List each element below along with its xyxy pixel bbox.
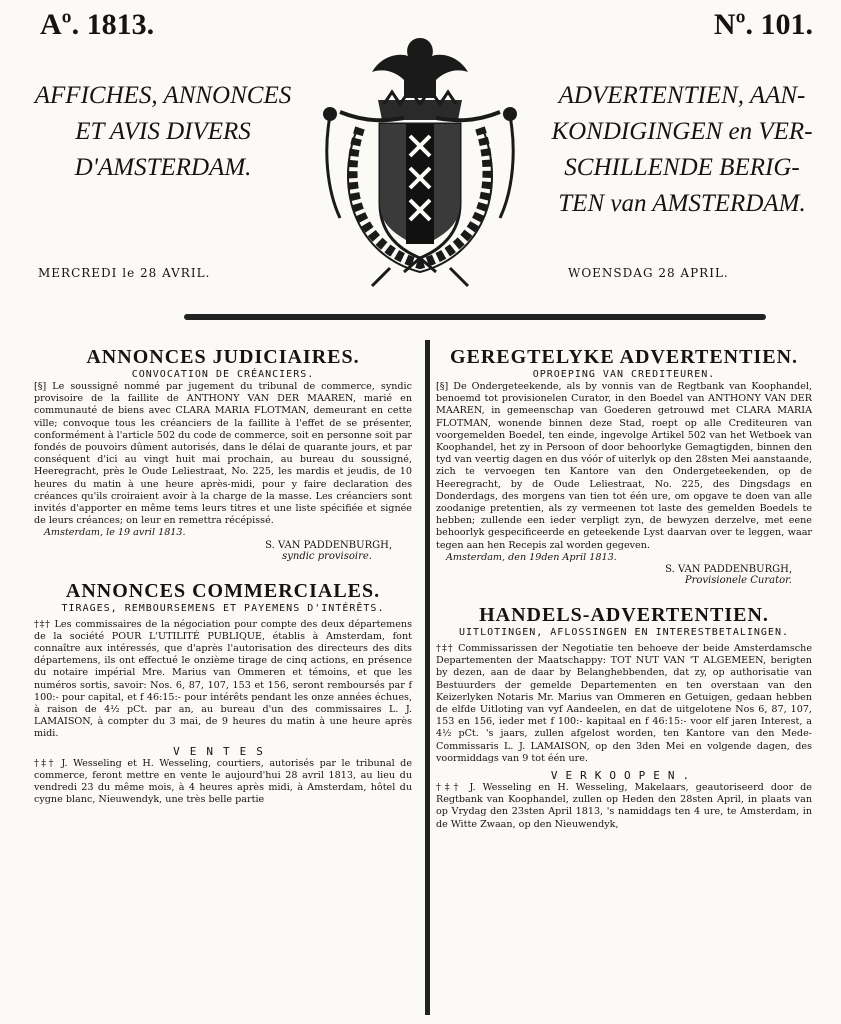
dutch-title-line: ADVERTENTIEN, AAN- — [558, 82, 806, 109]
section-subtitle-creditors: OPROEPING VAN CREDITEUREN. — [532, 369, 716, 380]
dutch-title — [540, 78, 824, 222]
section-subtitle-drawings: TIRAGES, REMBOURSEMENS ET PAYEMENS D'INTÉRÊTS. — [61, 602, 385, 614]
notice-place-date: Amsterdam, den 19den April 1813. — [446, 551, 617, 563]
masthead-divider — [184, 314, 766, 320]
date-french: MERCREDI le 28 AVRIL. — [38, 266, 211, 280]
dutch-title-line: SCHILLENDE BERIG- — [564, 154, 800, 181]
date-dutch: WOENSDAG 28 APRIL. — [568, 266, 729, 280]
french-title-line: AFFICHES, ANNONCES — [34, 82, 292, 109]
notice-body: [§] De Ondergeteekende, als by vonnis van de Regtbank van Koophandel, benoemd tot provisionelen Curator, in den Boedel van ANTHONY VAN DER MAAREN, in gemeenschap van Goederen getrouwd met CLARA MARIA FLOTMAN, wonende binnen deze Stad, roept op alle Crediteuren van voorgemelden Boedel, ten einde, ingevolge Artikel 502 van het Wetboek van Koophandel, het zy in Persoon of door behoorlyke Gemagtigden, binnen den tyd van veertig dagen en dus vóór of uiterlyk op den 28sten Mei aanstaande, zich te vervoegen ten Kantore van den Ondergeteekenden, op de Heeregracht, by de Oude Leliestraat, No. 225, des Dingsdags en Donderdags, des morgens van tien tot één ure, om opgave te doen van alle zoodanige pretentien, als zy vermeenen tot laste des gemelden Boedels te hebben; zullende een ieder verpligt zyn, de bewyzen derzelve, met eene behoorlyk gespecificeerde en geteekende Lyst daarvan over te leggen, waar tegen aan hen Recepis zal worden gegeven. — [436, 381, 812, 551]
notice-place-date: Amsterdam, le 19 avril 1813. — [44, 527, 186, 539]
notice-body: [§] Le soussigné nommé par jugement du tribunal de commerce, syndic provisoire de la faillite de ANTHONY VAN DER MAAREN, marié en communauté de biens avec CLARA MARIA FLOTMAN, demeurant en cette ville; convoque tous les créanciers de la faillite à l'effet de se présenter, conformément à l'article 502 du code de commerce, soit en personne soit par fondés de pouvoirs dûment autorisés, dans le délai de quarante jours, et par conséquent d'ici au vingt huit mai prochain, au bureau du soussigné, Heeregracht, près le Oude Leliestraat, No. 225, les mardis et jeudis, de 10 heures du matin à une heure après-midi, pour y faire declaration des créances qu'ils croiraient avoir à la charge de la masse. Les créanciers sont invités d'apporter en même tems leurs titres et une liste spécifiée et signée de leurs créances; on leur en remettra récépissé. — [34, 381, 413, 527]
notice-signature-role: Provisionele Curator. — [684, 575, 792, 587]
notice-signature-role: syndic provisoire. — [282, 550, 372, 562]
section-title-sales: VENTES — [173, 744, 273, 758]
section-title-commercial: ANNONCES COMMERCIALES. — [65, 579, 381, 602]
dutch-column — [436, 346, 812, 831]
section-title-commercial: HANDELS-ADVERTENTIEN. — [479, 604, 769, 627]
notice-signature: S. VAN PADDENBURGH, — [265, 539, 392, 551]
dutch-title-line: KONDIGINGEN en VER- — [551, 118, 813, 145]
section-title-judicial: GEREGTELYKE ADVERTENTIEN. — [449, 346, 799, 368]
notice-body: †‡† Commissarissen der Negotiatie ten behoeve der beide Amsterdamsche Departementen der Maatschappy: TOT NUT VAN 'T ALGEMEEN, berigten by dezen, aan de daar by Belanghebbenden, dat zy, op authorisatie van Bestuurders der gemelde Departementen en ten overstaan van den Keizerlyken Notaris Mr. Marius van Ommeren en Getuigen, gedaan hebben de elfde Uitloting van vyf Aandeelen, en dat de uitgelotene Nos 6, 87, 107, 153 en 156, ieder met f 100:- kapitaal en f 46:15:- voor elf jaren Interest, a 4½ pCt. 's jaars, zullen afgelost worden, ten Kantore van den Mede-Commissaris L. J. LAMAISON, op den 3den Mei en volgende dagen, des voormiddags van 9 tot één ure. — [436, 643, 812, 764]
french-column — [34, 346, 412, 806]
issue-number: Nº. 101. — [713, 8, 813, 41]
french-title-line: ET AVIS DIVERS — [75, 118, 251, 145]
year-label: Aº. 1813. — [40, 8, 155, 41]
amsterdam-coat-of-arms-emblem — [300, 28, 540, 290]
french-title-line: D'AMSTERDAM. — [74, 154, 252, 181]
notice-body: †‡† J. Wesseling et H. Wesseling, courtiers, autorisés par le tribunal de commerce, feront mettre en vente le aujourd'hui 28 avril 1813, au lieu du vendredi 23 du même mois, à 4 heures après midi, à Amsterdam, hôtel du cygne blanc, Nieuwendyk, une très belle partie — [34, 757, 412, 806]
french-title — [28, 78, 298, 186]
section-subtitle-drawings: UITLOTINGEN, AFLOSSINGEN EN INTERESTBETALINGEN. — [459, 627, 789, 639]
section-title-judicial: ANNONCES JUDICIAIRES. — [86, 346, 360, 368]
notice-signature: S. VAN PADDENBURGH, — [665, 564, 792, 576]
dutch-title-line: TEN van AMSTERDAM. — [558, 190, 806, 217]
notice-body: †‡† Les commissaires de la négociation pour compte des deux départemens de la société POUR L'UTILITÉ PUBLIQUE, établis à Amsterdam, font connaître aux intéressés, que d'après l'autorisation des directeurs des dits départemens, ils ont effectué le onzième tirage de cinq actions, en présence du notaire impérial Mre. Marius van Ommeren et témoins, et que les numéros sortis, savoir: Nos. 6, 87, 107, 153 et 156, seront remboursés par f 100:- pour capital, et f 46:15:- pour intérêts pendant les onze années échues, à raison de 4½ pCt. par an, au bureau d'un des commissaires L. J. LAMAISON, à compter du 3 mai, de 9 heures du matin à une heure après midi. — [34, 618, 412, 740]
notice-body: †‡† J. Wesseling en H. Wesseling, Makelaars, geautoriseerd door de Regtbank van Koophandel, zullen op Heden den 28sten April, in plaats van op Vrydag den 23sten April 1813, 's namiddags ten 4 ure, te Amsterdam, in de Witte Zwaan, op den Nieuwendyk, — [436, 782, 812, 830]
section-title-sales: VERKOOPEN. — [550, 769, 698, 783]
column-divider — [425, 340, 430, 1015]
section-subtitle-creditors: CONVOCATION DE CRÉANCIERS. — [131, 369, 315, 380]
